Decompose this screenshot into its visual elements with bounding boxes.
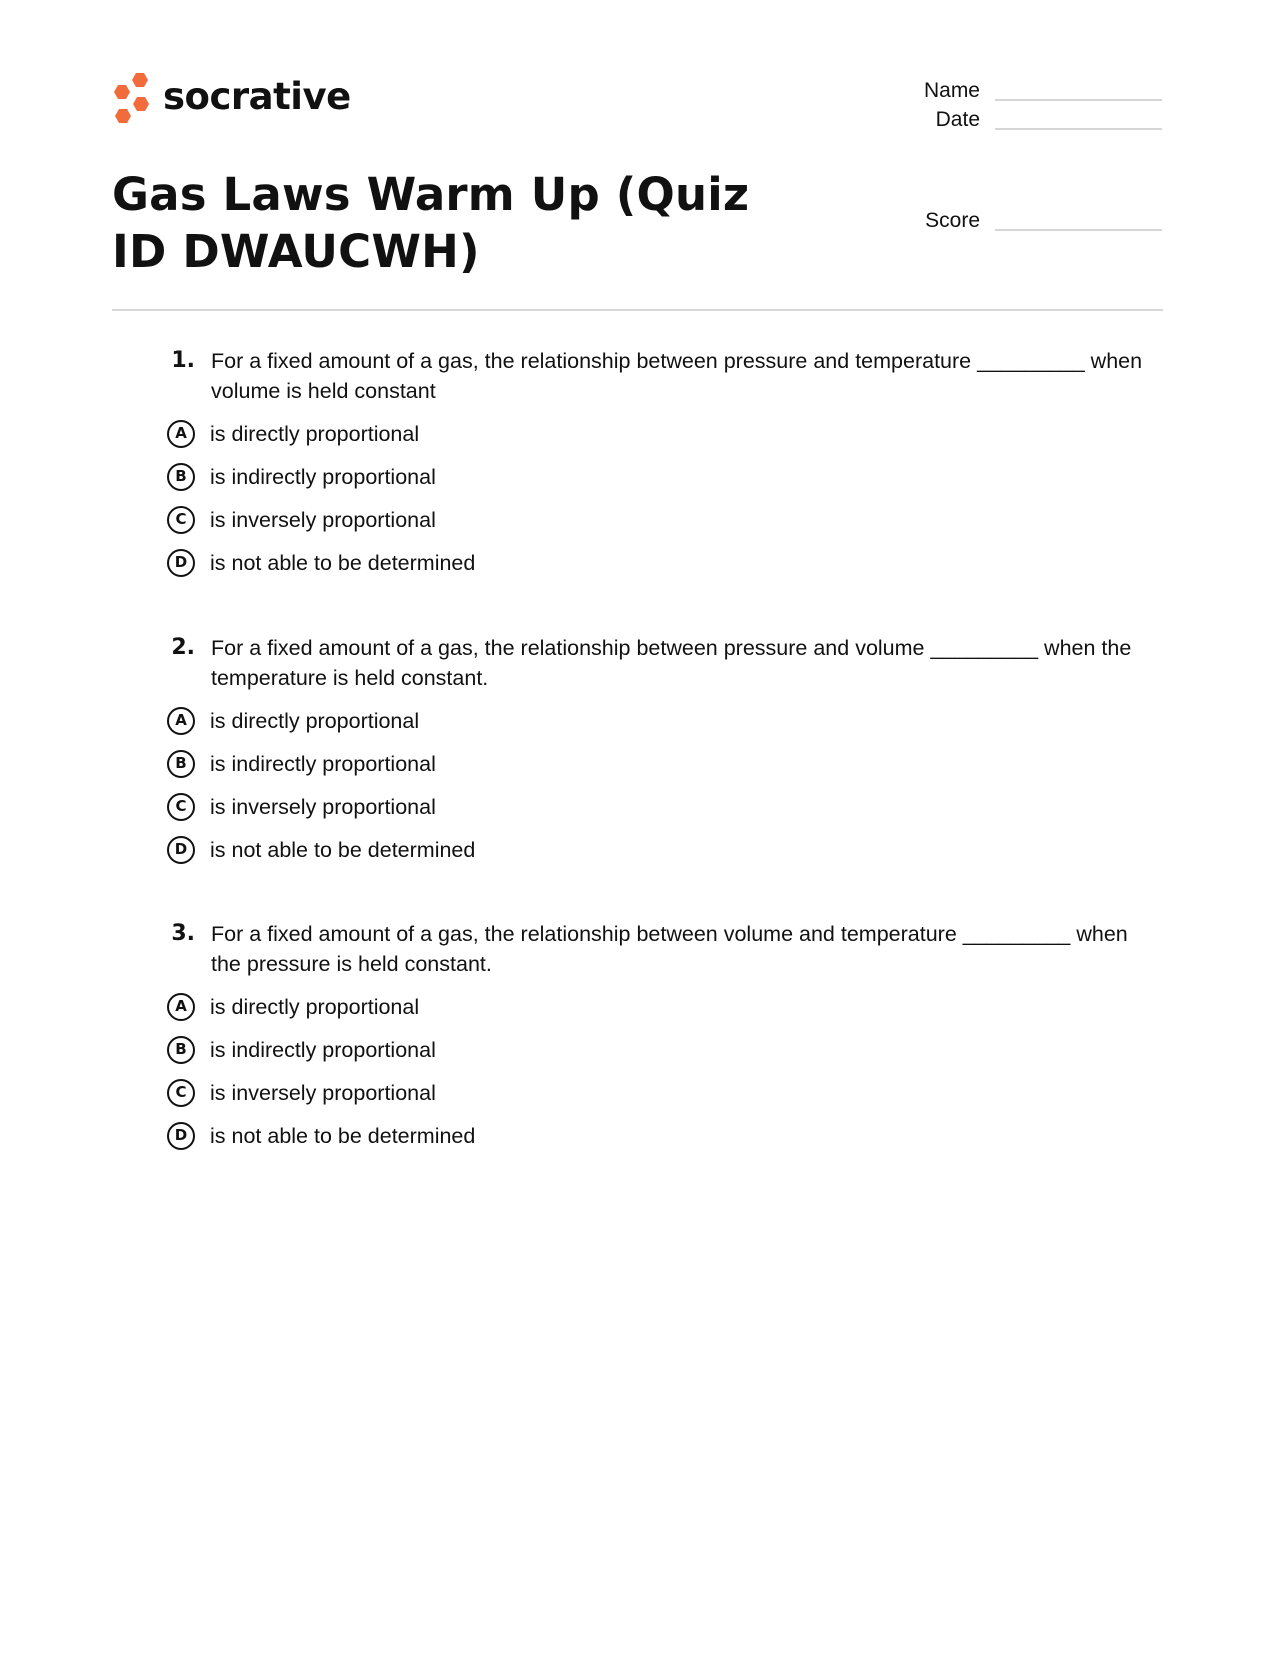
option-d[interactable] (160, 1114, 1150, 1157)
option-text: is indirectly proportional (210, 751, 436, 776)
option-circle-icon[interactable]: C (167, 506, 195, 534)
date-input-line[interactable] (995, 128, 1162, 130)
hexagon-cluster-icon (111, 72, 157, 124)
score-label: Score (925, 209, 980, 232)
option-text: is inversely proportional (210, 507, 436, 532)
name-label: Name (923, 79, 980, 102)
option-c[interactable] (160, 785, 1150, 828)
answer-options (160, 412, 1150, 584)
option-a[interactable] (160, 412, 1150, 455)
question-3 (160, 919, 1150, 1157)
option-d[interactable] (160, 828, 1150, 871)
option-circle-icon[interactable]: C (167, 793, 195, 821)
question-text: For a fixed amount of a gas, the relationship between pressure and temperature _________ when volume is held constant (211, 349, 1143, 403)
score-input-line[interactable] (995, 229, 1162, 231)
option-text: is indirectly proportional (210, 1037, 436, 1062)
option-text: is directly proportional (210, 708, 420, 733)
question-2 (160, 633, 1150, 871)
option-text: is inversely proportional (210, 794, 436, 819)
name-field[interactable] (860, 79, 1162, 103)
option-text: is not able to be determined (210, 1123, 476, 1148)
option-b[interactable] (160, 455, 1150, 498)
socrative-logo (111, 72, 351, 124)
option-text: is indirectly proportional (210, 464, 436, 489)
header-divider (112, 309, 1163, 311)
option-c[interactable] (160, 1071, 1150, 1114)
question-1 (160, 346, 1150, 584)
option-circle-icon[interactable]: D (167, 836, 195, 864)
name-input-line[interactable] (995, 99, 1162, 101)
option-circle-icon[interactable]: D (167, 1122, 195, 1150)
option-d[interactable] (160, 541, 1150, 584)
option-circle-icon[interactable]: D (167, 549, 195, 577)
date-label: Date (935, 108, 980, 131)
option-circle-icon[interactable]: A (167, 993, 195, 1021)
question-text: For a fixed amount of a gas, the relationship between pressure and volume _________ when the temperature is held constant. (211, 636, 1132, 690)
brand-name: socrative (163, 75, 351, 118)
option-b[interactable] (160, 742, 1150, 785)
option-text: is not able to be determined (210, 550, 476, 575)
question-number: 2. (171, 635, 195, 660)
option-circle-icon[interactable]: A (167, 707, 195, 735)
option-c[interactable] (160, 498, 1150, 541)
question-text: For a fixed amount of a gas, the relationship between volume and temperature _________ when the pressure is held constant. (211, 922, 1128, 976)
answer-options (160, 699, 1150, 871)
option-circle-icon[interactable]: B (167, 750, 195, 778)
quiz-title: Gas Laws Warm Up (Quiz ID DWAUCWH) (112, 168, 750, 278)
option-text: is directly proportional (210, 994, 420, 1019)
answer-options (160, 985, 1150, 1157)
date-field[interactable] (860, 108, 1162, 132)
question-number: 1. (171, 348, 195, 373)
option-text: is not able to be determined (210, 837, 476, 862)
option-text: is directly proportional (210, 421, 420, 446)
option-circle-icon[interactable]: B (167, 1036, 195, 1064)
option-text: is inversely proportional (210, 1080, 436, 1105)
option-circle-icon[interactable]: B (167, 463, 195, 491)
option-a[interactable] (160, 985, 1150, 1028)
score-field[interactable] (860, 209, 1162, 233)
question-number: 3. (171, 921, 195, 946)
option-a[interactable] (160, 699, 1150, 742)
option-b[interactable] (160, 1028, 1150, 1071)
option-circle-icon[interactable]: C (167, 1079, 195, 1107)
option-circle-icon[interactable]: A (167, 420, 195, 448)
